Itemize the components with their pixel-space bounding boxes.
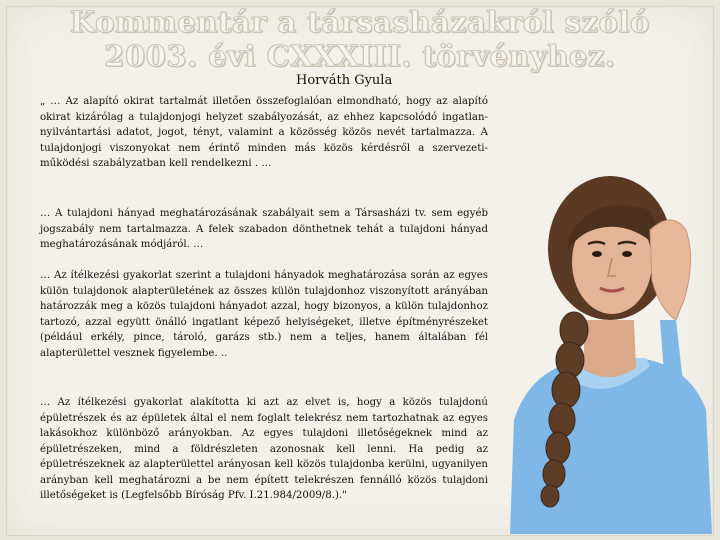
slide-title-line-1: Kommentár a társasházakról szóló xyxy=(70,5,650,39)
listening-woman-photo xyxy=(500,170,712,534)
quote-paragraph-4: … Az ítélkezési gyakorlat alakította ki azt az elvet is, hogy a közös tulajdonú épületrészek és az épületek által el nem foglalt telekrész nem tartozhatnak az egyes lakásokhoz különböző arányokban. Az egyes tulajdoni illetőségeknek mind az épületrészeken, mind a földrészleten azonosnak kell lenni. Ha pedig az épületrészeknek az alapterülettel arányosan kell közös tulajdonba kerülni, ugyanilyen arányban kell meghatározni a be nem épített telekrészen fennálló közös tulajdoni illetőségeket is (Legfelsőbb Bíróság Pfv. I.21.984/2009/8.)." xyxy=(40,397,488,501)
quote-paragraph-3: … Az ítélkezési gyakorlat szerint a tulajdoni hányadok meghatározása során az egyes külön tulajdonok alapterületének az összes külön tulajdonhoz viszonyított arányában határozzák meg a közös tulajdoni hányadot azzal, hogy bizonyos, a külön tulajdonhoz tartozó, azzal együtt önálló ingatlant képező helyiségeket, illetve építményrészeket (például erkély, pince, tároló, garázs stb.) nem a teljes, hanem általában fél alapterülettel vesznek figyelembe. .. xyxy=(40,270,488,359)
slide-title-line-2: 2003. évi CXXXIII. törvényhez. xyxy=(104,39,616,73)
quote-paragraph-2: … A tulajdoni hányad meghatározásának szabályait sem a Társasházi tv. sem egyéb jogszabály nem tartalmazza. A felek szabadon dönthetnek tehát a tulajdoni hányad meghatározásának módjáról. … xyxy=(40,208,488,250)
quote-paragraph-1: „ … Az alapító okirat tartalmát illetően összefoglalóan elmondható, hogy az alapító okirat kizárólag a tulajdonjogi helyzet szabályozását, az ehhez kapcsolódó ingatlan-nyilvántartási adatot, jogot, tényt, valamint a közösség közös nevét tartalmazza. A tulajdonjogi viszonyokat nem érintő minden más közös kérdésről a szervezeti-működési szabályzatban kell rendelkezni . … xyxy=(40,96,488,169)
author-name: Horváth Gyula xyxy=(296,73,393,88)
